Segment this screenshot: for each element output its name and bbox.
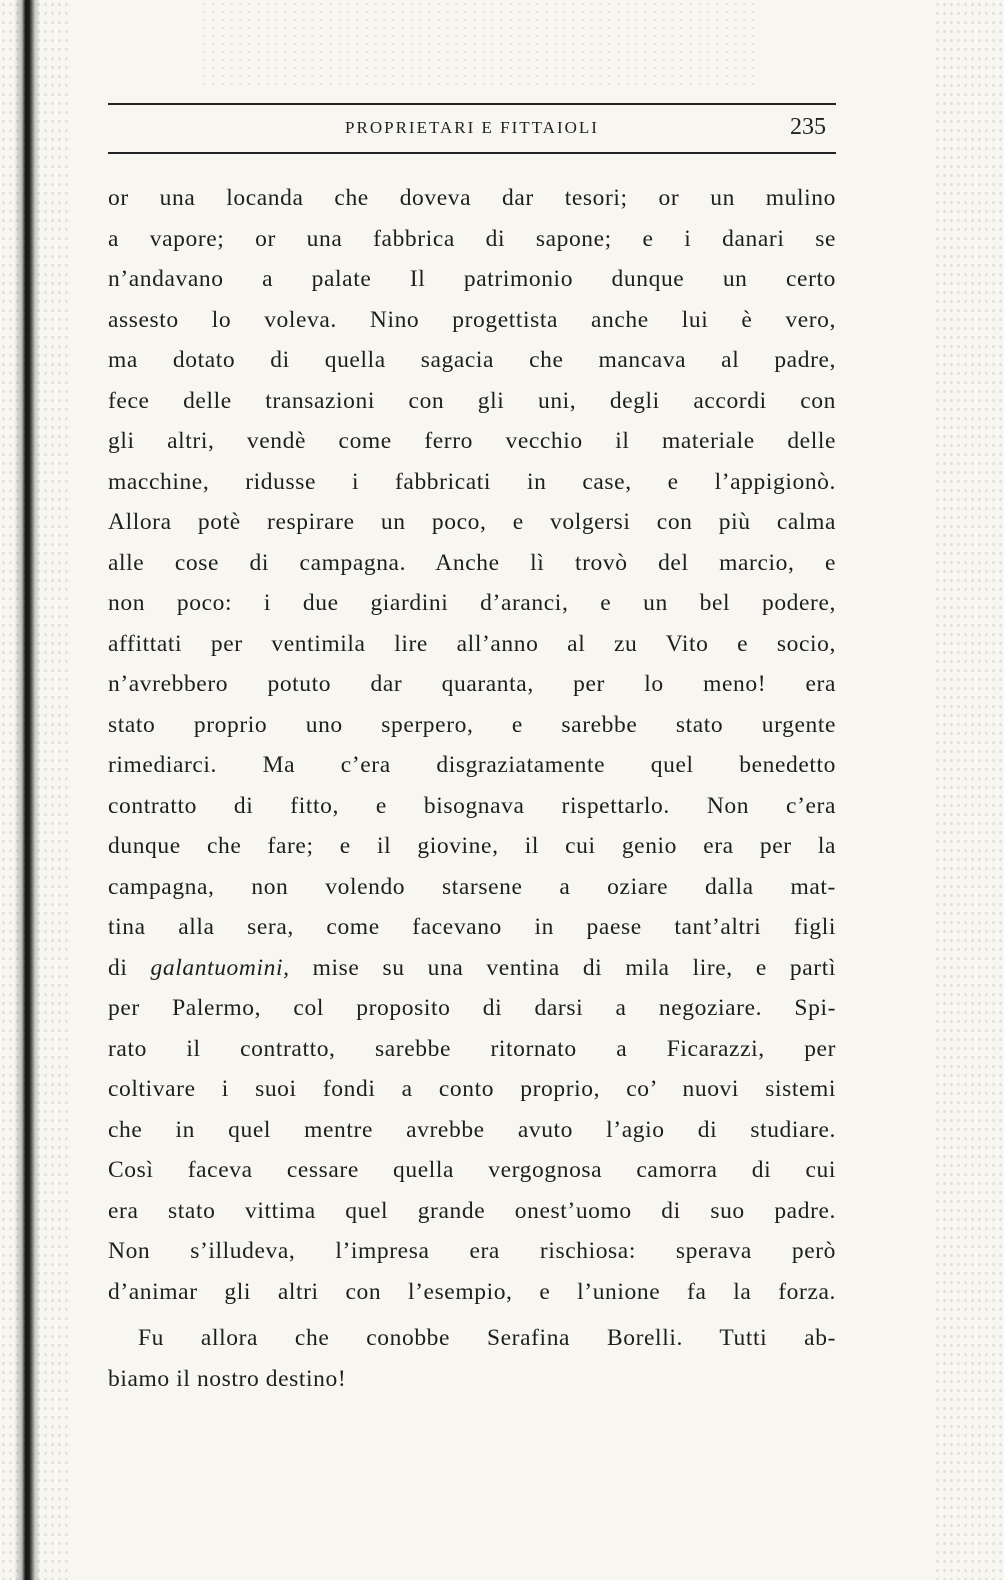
text-line: assesto lo voleva. Nino progettista anche lui è vero, (108, 306, 836, 333)
text-line: tina alla sera, come facevano in paese tant’altri figli (108, 914, 836, 940)
text-line: per Palermo, col proposito di darsi a negoziare. Spi- (108, 995, 836, 1021)
text-line: stato proprio uno sperpero, e sarebbe stato urgente (108, 711, 836, 738)
text-line: gli altri, vendè come ferro vecchio il materiale delle (108, 428, 836, 454)
text-line: biamo il nostro destino! (108, 1365, 347, 1392)
line-text-post: mise su una ventina di mila lire, e partì (312, 954, 836, 981)
header-rule-bottom (108, 152, 836, 154)
text-line: non poco: i due giardini d’aranci, e un bel podere, (108, 590, 836, 616)
text-line: affittati per ventimila lire all’anno al zu Vito e socio, (108, 630, 836, 657)
page-number: 235 (790, 114, 826, 140)
text-line: rimediarci. Ma c’era disgraziatamente quel benedetto (108, 752, 836, 778)
text-line: or una locanda che doveva dar tesori; or un mulino (108, 185, 836, 211)
text-line: n’avrebbero potuto dar quaranta, per lo meno! era (108, 671, 836, 697)
paragraph-1 (108, 178, 836, 1312)
book-spine-shadow (14, 0, 40, 1580)
text-line: contratto di fitto, e bisognava rispettarlo. Non c’era (108, 792, 836, 819)
italic-word: galantuomini, (150, 954, 290, 981)
top-specks (200, 0, 760, 90)
text-line: n’andavano a palate Il patrimonio dunque un certo (108, 266, 836, 292)
text-line: Allora potè respirare un poco, e volgersi con più calma (108, 509, 836, 535)
text-line: Così faceva cessare quella vergognosa camorra di cui (108, 1157, 836, 1183)
running-title: PROPRIETARI E FITTAIOLI (345, 118, 599, 137)
text-line: ma dotato di quella sagacia che mancava al padre, (108, 347, 836, 373)
text-line: a vapore; or una fabbrica di sapone; e i danari se (108, 225, 836, 252)
paragraph-2 (108, 1318, 836, 1399)
text-line-with-italic (108, 948, 836, 989)
right-edge-specks (934, 0, 1004, 1580)
text-line: dunque che fare; e il giovine, il cui genio era per la (108, 833, 836, 859)
text-line: rato il contratto, sarebbe ritornato a Ficarazzi, per (108, 1035, 836, 1062)
text-line: era stato vittima quel grande onest’uomo di suo padre. (108, 1197, 836, 1224)
text-line: che in quel mentre avrebbe avuto l’agio di studiare. (108, 1116, 836, 1143)
text-line: macchine, ridusse i fabbricati in case, e l’appigionò. (108, 468, 836, 495)
header-rule-top (108, 103, 836, 105)
text-line: d’animar gli altri con l’esempio, e l’unione fa la forza. (108, 1278, 836, 1305)
text-line: coltivare i suoi fondi a conto proprio, co’ nuovi sistemi (108, 1076, 836, 1102)
text-line: campagna, non volendo starsene a oziare dalla mat- (108, 873, 836, 900)
text-line: fece delle transazioni con gli uni, degli accordi con (108, 387, 836, 414)
running-head (108, 114, 836, 146)
line-text-pre: di (108, 954, 128, 981)
body-text (108, 178, 836, 1399)
text-line: Non s’illudeva, l’impresa era rischiosa: sperava però (108, 1238, 836, 1264)
text-line: alle cose di campagna. Anche lì trovò del marcio, e (108, 549, 836, 576)
text-line: Fu allora che conobbe Serafina Borelli. Tutti ab- (138, 1325, 836, 1351)
